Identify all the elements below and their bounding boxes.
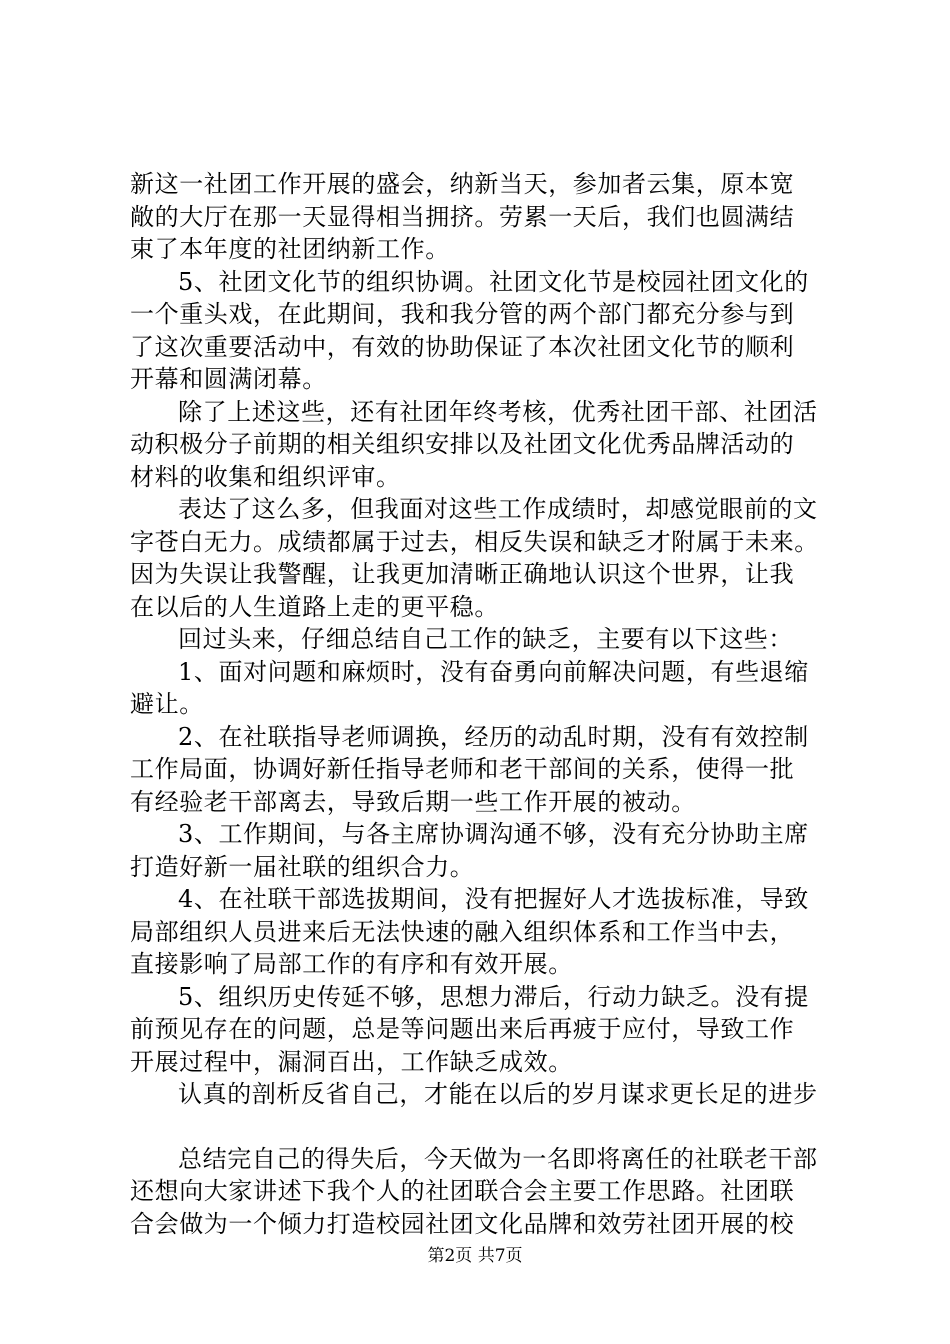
text-line: 新这一社团工作开展的盛会，纳新当天，参加者云集，原本宽 xyxy=(130,170,795,198)
paragraph-start: 认真的剖析反省自己，才能在以后的岁月谋求更长足的进步 xyxy=(178,1080,818,1108)
paragraph-start: 3、工作期间，与各主席协调沟通不够，没有充分协助主席 xyxy=(178,820,809,848)
document-body xyxy=(130,168,830,1240)
text-line: 合会做为一个倾力打造校园社团文化品牌和效劳社团开展的校 xyxy=(130,1209,795,1238)
paragraph-start: 回过头来，仔细总结自己工作的缺乏，主要有以下这些： xyxy=(178,625,793,653)
text-line: 字苍白无力。成绩都属于过去，相反失误和缺乏才附属于未来。 xyxy=(130,527,819,556)
text-line: 还想向大家讲述下我个人的社团联合会主要工作思路。社团联 xyxy=(130,1177,795,1205)
paragraph-start: 除了上述这些，还有社团年终考核，优秀社团干部、社团活 xyxy=(178,397,818,426)
paragraph-start: 总结完自己的得失后，今天做为一名即将离任的社联老干部 xyxy=(178,1144,818,1173)
text-line: 避让。 xyxy=(130,690,204,718)
paragraph-start: 4、在社联干部选拔期间，没有把握好人才选拔标准，导致 xyxy=(178,885,809,913)
text-line: 材料的收集和组织评审。 xyxy=(130,462,401,491)
text-line: 前预见存在的问题，总是等问题出来后再疲于应付，导致工作 xyxy=(130,1015,795,1043)
paragraph-start: 2、在社联指导老师调换，经历的动乱时期，没有有效控制 xyxy=(178,722,809,751)
text-line: 直接影响了局部工作的有序和有效开展。 xyxy=(130,950,573,978)
paragraph-start: 5、社团文化节的组织协调。社团文化节是校园社团文化的 xyxy=(178,267,809,296)
page-number-footer: 第2页 共7页 xyxy=(427,1246,523,1266)
text-line: 因为失误让我警醒，让我更加清晰正确地认识这个世界，让我 xyxy=(130,560,795,588)
paragraph-start: 1、面对问题和麻烦时，没有奋勇向前解决问题，有些退缩 xyxy=(178,657,809,686)
text-line: 束了本年度的社团纳新工作。 xyxy=(130,235,450,263)
paragraph-start: 5、组织历史传延不够，思想力滞后，行动力缺乏。没有提 xyxy=(178,982,809,1011)
text-line: 了这次重要活动中，有效的协助保证了本次社团文化节的顺利 xyxy=(130,332,795,361)
text-line: 一个重头戏，在此期间，我和我分管的两个部门都充分参与到 xyxy=(130,300,795,328)
text-line: 动积极分子前期的相关组织安排以及社团文化优秀品牌活动的 xyxy=(130,430,795,458)
text-line: 在以后的人生道路上走的更平稳。 xyxy=(130,592,499,621)
text-line: 敞的大厅在那一天显得相当拥挤。劳累一天后，我们也圆满结 xyxy=(130,202,795,231)
text-line: 开展过程中，漏洞百出，工作缺乏成效。 xyxy=(130,1047,573,1076)
text-line: 开幕和圆满闭幕。 xyxy=(130,365,327,393)
text-line: 工作局面，协调好新任指导老师和老干部间的关系，使得一批 xyxy=(130,755,795,783)
paragraph-start: 表达了这么多，但我面对这些工作成绩时，却感觉眼前的文 xyxy=(178,495,818,523)
paragraph-gap xyxy=(130,1111,830,1143)
text-line: 打造好新一届社联的组织合力。 xyxy=(130,852,475,881)
text-line: 有经验老干部离去，导致后期一些工作开展的被动。 xyxy=(130,787,696,816)
text-line: 局部组织人员进来后无法快速的融入组织体系和工作当中去， xyxy=(130,917,795,946)
